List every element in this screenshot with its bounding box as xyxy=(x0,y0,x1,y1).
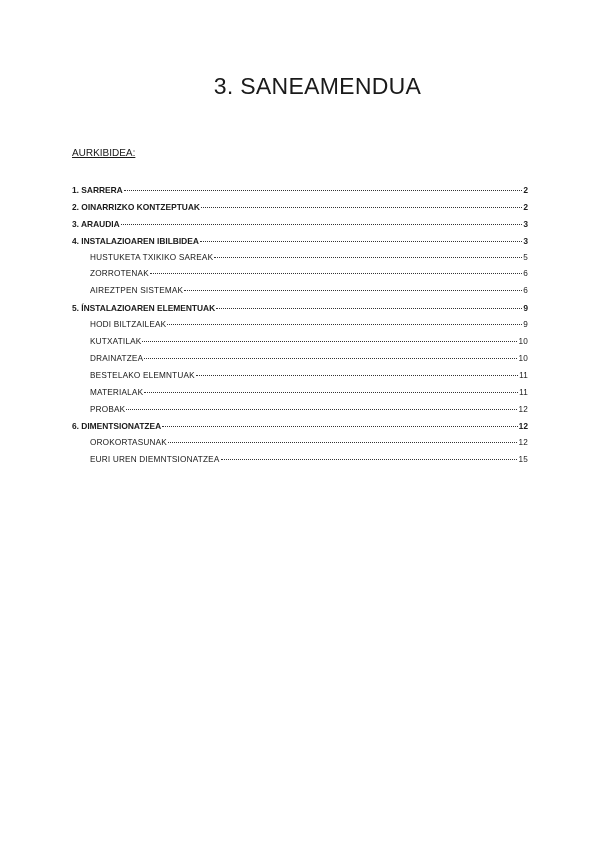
toc-entry[interactable] xyxy=(72,418,528,435)
toc-entry-label: ZORROTENAK xyxy=(90,269,149,279)
toc-entry-label: OROKORTASUNAK xyxy=(90,438,167,448)
toc-dot-leader xyxy=(150,267,522,274)
toc-entry[interactable] xyxy=(72,266,528,283)
toc-dot-leader xyxy=(142,335,517,342)
toc-entry-page-number: 3 xyxy=(523,235,528,246)
toc-entry-page-number: 10 xyxy=(518,337,528,347)
toc-entry[interactable] xyxy=(72,250,528,267)
toc-dot-leader xyxy=(216,302,522,309)
toc-dot-leader xyxy=(124,184,523,191)
toc-entry[interactable] xyxy=(72,385,528,402)
toc-dot-leader xyxy=(162,420,517,427)
toc-entry[interactable] xyxy=(72,351,528,368)
toc-entry-label: 6. DIMENTSIONATZEA xyxy=(72,421,162,432)
toc-entry-page-number: 2 xyxy=(523,185,528,195)
toc-entry-page-number: 11 xyxy=(519,370,528,380)
toc-entry[interactable] xyxy=(72,216,528,233)
toc-dot-leader xyxy=(121,218,523,225)
toc-entry-label: 2. OINARRIZKO KONTZEPTUAK xyxy=(72,201,200,212)
toc-entry-label: BESTELAKO ELEMNTUAK xyxy=(90,370,195,380)
toc-heading: AURKIBIDEA: xyxy=(72,148,136,159)
toc-entry-page-number: 9 xyxy=(523,320,528,330)
toc-entry-label: KUTXATILAK xyxy=(90,337,142,347)
toc-dot-leader xyxy=(168,436,518,443)
toc-entry[interactable] xyxy=(72,368,528,385)
toc-entry-page-number: 15 xyxy=(518,455,528,465)
toc-entry[interactable] xyxy=(72,452,528,469)
toc-entry-label: DRAINATZEA xyxy=(90,353,144,363)
toc-entry[interactable] xyxy=(72,317,528,334)
toc-dot-leader xyxy=(214,251,522,258)
toc-entry[interactable] xyxy=(72,435,528,452)
toc-entry[interactable] xyxy=(72,283,528,300)
toc-dot-leader xyxy=(144,352,517,359)
toc-entry[interactable] xyxy=(72,300,528,317)
toc-dot-leader xyxy=(167,318,522,325)
toc-dot-leader xyxy=(201,201,522,208)
toc-entry-label: PROBAK xyxy=(90,404,126,414)
toc-entry[interactable] xyxy=(72,199,528,216)
toc-entry-page-number: 5 xyxy=(523,252,528,262)
toc-entry-page-number: 3 xyxy=(523,218,528,229)
toc-entry-label: HUSTUKETA TXIKIKO SAREAK xyxy=(90,252,214,262)
toc-entry[interactable] xyxy=(72,402,528,419)
toc-entry-page-number: 9 xyxy=(523,303,528,314)
toc-entry-label: MATERIALAK xyxy=(90,387,144,397)
toc-dot-leader xyxy=(184,284,522,291)
toc-entry-label: EURI UREN DIEMNTSIONATZEA xyxy=(90,455,220,465)
toc-entry-label: AIREZTPEN SISTEMAK xyxy=(90,286,184,296)
toc-entry-label: 5. ÍNSTALAZIOAREN ELEMENTUAK xyxy=(72,303,216,314)
toc-entry[interactable] xyxy=(72,182,528,199)
toc-entry-page-number: 2 xyxy=(523,201,528,212)
toc-entry-page-number: 11 xyxy=(519,387,528,397)
toc-dot-leader xyxy=(126,403,517,410)
table-of-contents xyxy=(72,182,528,469)
toc-entry-page-number: 6 xyxy=(523,286,528,296)
toc-entry-page-number: 6 xyxy=(523,269,528,279)
toc-entry[interactable] xyxy=(72,334,528,351)
toc-entry-label: 3. ARAUDIA xyxy=(72,218,120,229)
page-title: 3. SANEAMENDUA xyxy=(213,73,422,99)
toc-dot-leader xyxy=(144,386,518,393)
toc-dot-leader xyxy=(221,453,518,460)
toc-entry-page-number: 10 xyxy=(518,353,528,363)
toc-entry-label: 1. SARRERA xyxy=(72,185,123,195)
toc-entry-page-number: 12 xyxy=(518,438,528,448)
toc-entry-label: 4. INSTALAZIOAREN IBILBIDEA xyxy=(72,235,199,246)
toc-entry-label: HODI BILTZAILEAK xyxy=(90,320,167,330)
toc-entry-page-number: 12 xyxy=(518,404,528,414)
toc-entry[interactable] xyxy=(72,233,528,250)
toc-dot-leader xyxy=(200,235,522,242)
toc-entry-page-number: 12 xyxy=(518,421,528,432)
toc-dot-leader xyxy=(196,369,518,376)
